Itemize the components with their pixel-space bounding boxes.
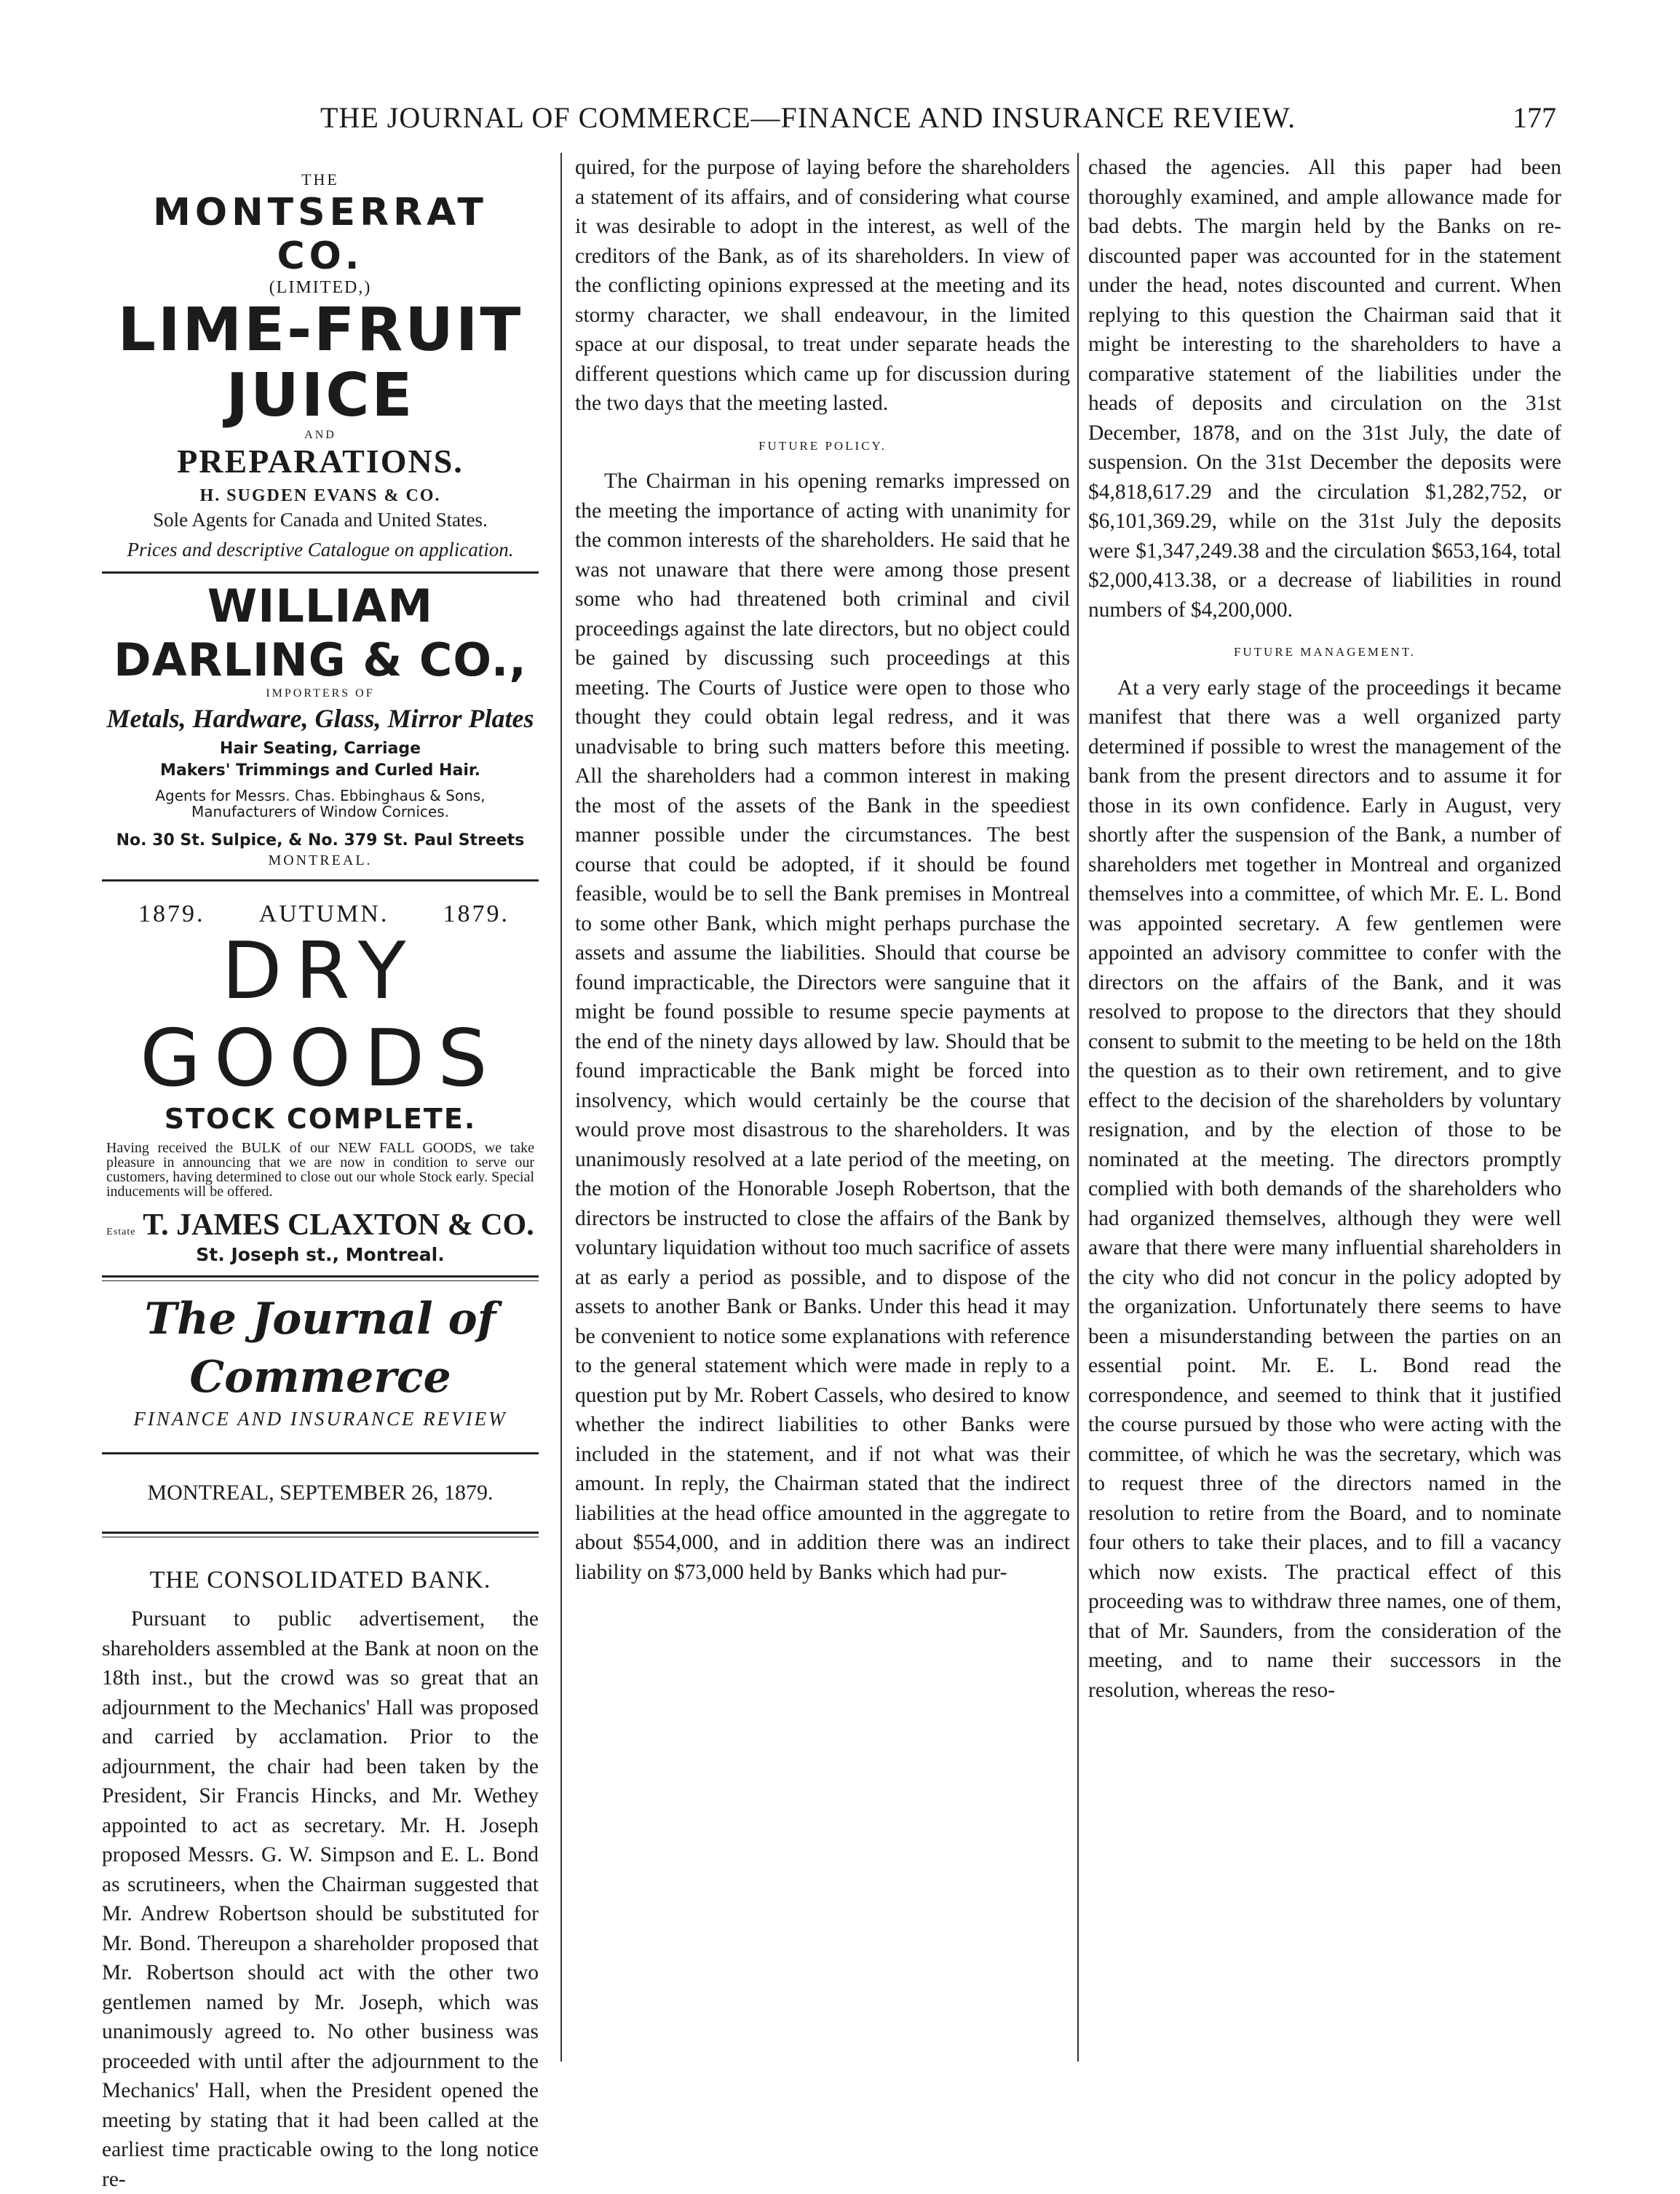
ad-season: AUTUMN. xyxy=(258,900,389,927)
ad-agent-line: Sole Agents for Canada and United States. xyxy=(153,509,488,531)
masthead xyxy=(102,1290,539,1537)
ad-firm: T. JAMES CLAXTON & CO. xyxy=(143,1208,534,1242)
ad-claxton xyxy=(102,882,539,1275)
divider xyxy=(102,1452,539,1454)
ad-address: No. 30 St. Sulpice, & No. 379 St. Paul Streets xyxy=(116,831,525,850)
ad-address: St. Joseph st., Montreal. xyxy=(196,1244,445,1265)
ad-body: Having received the BULK of our NEW FALL GOODS, we take pleasure in announcing that we are now in condition to serve our customers, having determined to close out our whole Stock early. Special inducements will be offered. xyxy=(106,1140,534,1200)
subhead: FUTURE POLICY. xyxy=(758,438,887,453)
subhead: FUTURE MANAGEMENT. xyxy=(1233,645,1416,659)
ad-product2: PREPARATIONS. xyxy=(177,443,464,480)
article-text xyxy=(102,1604,539,2194)
column-left xyxy=(102,153,539,2194)
running-head xyxy=(102,100,1556,144)
ad-product: LIME-FRUIT JUICE xyxy=(117,296,523,430)
divider xyxy=(102,1532,539,1534)
paragraph: Pursuant to public advertisement, the shareholders assembled at the Bank at noon on the 18th inst., but the crowd was so great that an adjournment to the Mechanics' Hall was proposed and carried by acclamation. Prior to the adjournment, the chair had been taken by the President, Sir Francis Hincks, and Mr. Wethey appointed to act as secretary. Mr. H. Joseph proposed Messrs. G. W. Simpson and E. L. Bond as scrutineers, when the Chairman suggested that Mr. Andrew Robertson should be substituted for Mr. Bond. Thereupon a shareholder proposed that Mr. Robertson should act with the other two gentlemen named by Mr. Joseph, which was unanimously agreed to. No other business was proceeded with until after the adjournment to the Mechanics' Hall, when the President opened the meeting by stating that it had been called at the earliest time practicable owing to the long notice re- xyxy=(102,1607,539,2191)
page-number: 177 xyxy=(1513,101,1556,134)
ad-importers: IMPORTERS OF xyxy=(266,687,375,700)
ad-company-name: MONTSERRAT CO. xyxy=(153,191,488,278)
ad-season-line xyxy=(102,887,539,928)
ad-city: MONTREAL. xyxy=(268,852,373,868)
ad-year-left: 1879. xyxy=(138,900,205,927)
paragraph: The Chairman in his opening remarks impressed on the meeting the importance of acting with unanimity for the common interests of the shareholders. He said that he was not unaware that there were among those present some who had threatened both criminal and civil proceedings against the late directors, but no object could be gained by discussing such proceedings at this meeting. The Courts of Justice were open to those who thought they could obtain legal redress, and it was unadvisable to bring such matters before this meeting. All the shareholders had a common interest in making the most of the assets of the Bank in the speediest manner possible under the circumstances. The best course that could be adopted, if it should be found feasible, would be to sell the Bank premises in Montreal to some other Bank, which might perhaps purchase the assets and assume the liabilities. Should that course be found impracticable, the Directors were sanguine that it might be found possible to resume specie payments at the end of the ninety days allowed by law. Should that be found impracticable the Bank might be forced into insolvency, which would certainly be the course that would prove most disastrous to the shareholders. It was unanimously resolved at a late period of the meeting, on the motion of the Honorable Joseph Robertson, that the directors be instructed to close the affairs of the Bank by voluntary liquidation without too much sacrifice of assets at as early a period as possible, and to dispose of the assets to another Bank or Banks. Under this head it may be convenient to notice some explanations with reference to the general statement which were made in reply to a question put by Mr. Robert Cassels, who desired to know whether the indirect liabilities to other Banks were included in the statement, and if not what was their amount. In reply, the Chairman stated that the indirect liabilities at the head office amounted in the aggregate to about $554,000, and in addition there was an indirect liability on $73,000 held by Banks which had pur- xyxy=(575,470,1070,1584)
article-title: THE CONSOLIDATED BANK. xyxy=(149,1567,491,1593)
ad-limited: (LIMITED,) xyxy=(269,278,372,297)
masthead-subtitle: FINANCE AND INSURANCE REVIEW xyxy=(133,1408,507,1430)
dateline: MONTREAL, SEPTEMBER 26, 1879. xyxy=(147,1481,494,1505)
divider xyxy=(102,1275,539,1278)
column-middle xyxy=(575,153,1070,1587)
ad-darling xyxy=(102,574,539,879)
column-right xyxy=(1088,153,1561,1705)
column-divider xyxy=(1077,153,1079,2062)
masthead-title: The Journal of Commerce xyxy=(144,1294,496,1403)
ad-firm-line xyxy=(102,1208,539,1243)
ad-and: AND xyxy=(304,429,336,441)
divider xyxy=(102,1280,539,1281)
column-divider xyxy=(560,153,562,2062)
ad-catalogue: Prices and descriptive Catalogue on application. xyxy=(127,539,514,561)
ad-goods: Metals, Hardware, Glass, Mirror Plates xyxy=(106,704,534,733)
ad-agents: Agents for Messrs. Chas. Ebbinghaus & Sons, Manufacturers of Window Cornices. xyxy=(155,787,486,820)
ad-agent: H. SUGDEN EVANS & CO. xyxy=(199,486,441,505)
paragraph: At a very early stage of the proceedings it became manifest that there was a well organized party determined if possible to wrest the management of the bank from the present directors and to assume it for those in its own confidence. Early in August, very shortly after the suspension of the Bank, a number of shareholders met together in Montreal and organized themselves into a committee, of which Mr. E. L. Bond was appointed secretary. A few gentlemen were appointed an advisory committee to confer with the directors on the affairs of the Bank, and it was resolved to propose to the directors that they should consent to submit to the meeting to be held on the 18th the question as to their own retirement, and to give effect to the decision of the shareholders by voluntary resignation, and by the election of those to be nominated at the meeting. The directors promptly complied with both demands of the shareholders who had organized themselves, although they were well aware that there were many influential shareholders in the city who did not concur in the policy adopted by the organization. Unfortunately there seems to have been a misunderstanding between the parties on an essential point. Mr. E. L. Bond read the correspondence, and seemed to think that it justified the course pursued by those who were acting with the committee, of which he was the secretary, which was to request three of the directors named in the resolution to retire from the Board, and to nominate four others to take their places, and to fill a vacancy which now exists. The practical effect of this proceeding was to withdraw three names, one of them, that of Mr. Saunders, from the consideration of the meeting, and to name their successors in the resolution, whereas the reso- xyxy=(1088,676,1561,1702)
ad-subheadline: STOCK COMPLETE. xyxy=(164,1103,477,1135)
paragraph: chased the agencies. All this paper had been thoroughly examined, and ample allowance made for bad debts. The margin held by the Banks on re-discounted paper was accounted for in the statement under the head, notes discounted and current. When replying to this question the Chairman said that it might be interesting to the shareholders to have a comparative statement of the liabilities under the heads of deposits and circulation on the 31st December, 1878, and on the 31st July, the date of suspension. On the 31st December the deposits were $4,818,617.29 and the circulation $1,282,752, or $6,101,369.29, while on the 31st July the deposits were $1,347,249.38 and the circulation $653,164, total $2,000,413.38, or a decrease of liabilities in round numbers of $4,200,000. xyxy=(1088,156,1561,622)
running-head-title: THE JOURNAL OF COMMERCE—FINANCE AND INSURANCE REVIEW. xyxy=(320,101,1296,134)
paragraph: quired, for the purpose of laying before the shareholders a statement of its affairs, and of considering what course it was desirable to adopt in the interest, as well of the creditors of the Bank, as of its shareholders. In view of the conflicting opinions expressed at the meeting and its stormy character, we shall endeavour, in the limited space at our disposal, to treat under separate heads the different questions which came up for discussion during the two days that the meeting lasted. xyxy=(575,156,1070,415)
ad-the: THE xyxy=(301,170,339,189)
article-text xyxy=(1088,153,1561,1705)
ad-line2: Makers' Trimmings and Curled Hair. xyxy=(160,761,480,780)
ad-company-name: WILLIAM DARLING & CO., xyxy=(114,579,527,686)
article-text xyxy=(575,153,1070,1587)
ad-year-right: 1879. xyxy=(443,900,510,927)
ad-headline: DRY GOODS xyxy=(140,926,501,1104)
ad-montserrat xyxy=(102,153,539,571)
ad-estate: Estate xyxy=(106,1227,136,1237)
ad-line1: Hair Seating, Carriage xyxy=(219,740,421,758)
